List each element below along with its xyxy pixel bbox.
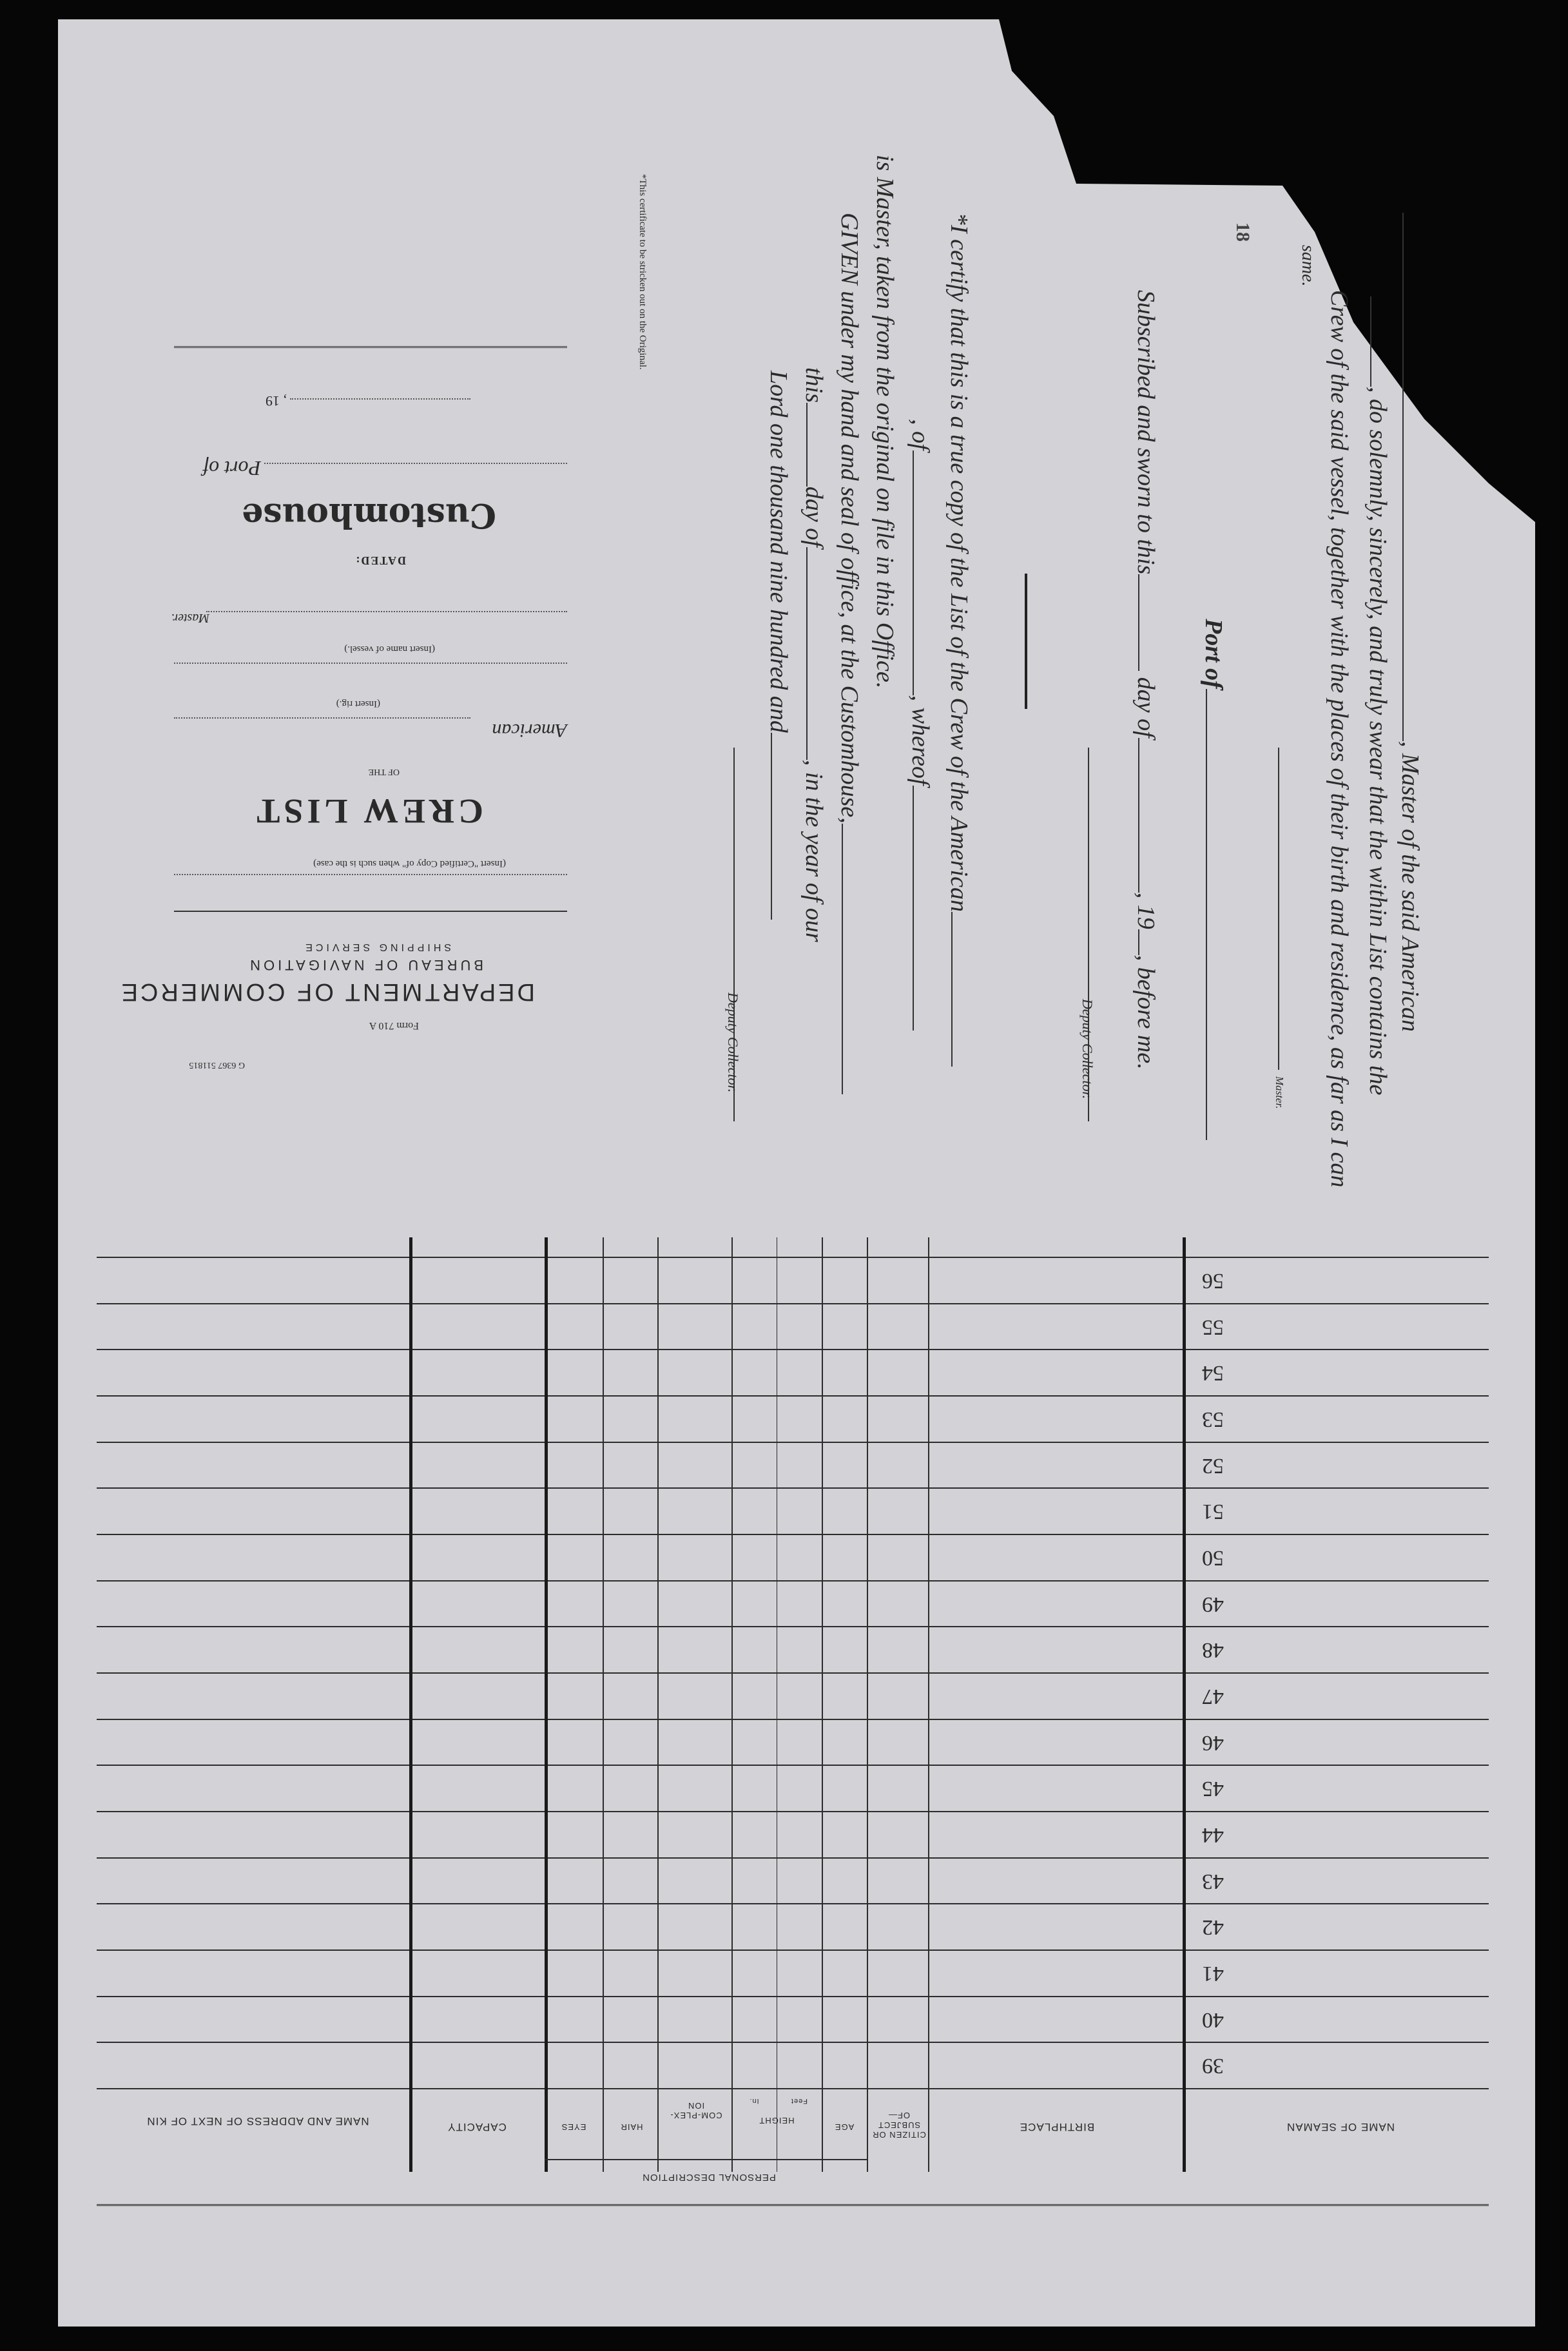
service-heading: SHIPPING SERVICE: [302, 942, 451, 953]
master-signature-line: [1278, 748, 1279, 1070]
port-of-cover-label: Port of: [203, 457, 261, 480]
table-row-line: [97, 1719, 1489, 1720]
row-number: 55: [1202, 1315, 1224, 1339]
certificate-footnote: *This certificate to be stricken out on the Original.: [637, 174, 648, 370]
table-row-line: [97, 1257, 1489, 1258]
header-eyes: EYES: [561, 2122, 586, 2132]
table-row-line: [97, 1534, 1489, 1535]
row-number: 54: [1202, 1361, 1224, 1386]
subscribed-line: Subscribed and sworn to this day of, 19, before me.: [1132, 290, 1159, 1070]
col-line-citizen-age: [867, 1237, 868, 2172]
dated-label: DATED:: [354, 554, 406, 567]
deputy-collector-label-1: Deputy Collector.: [1079, 999, 1096, 1099]
col-line-hair-eyes: [603, 1237, 604, 2172]
table-row-line: [97, 1857, 1489, 1859]
table-row-line: [97, 1811, 1489, 1812]
table-row-line: [97, 1487, 1489, 1489]
row-number: 52: [1202, 1453, 1224, 1478]
header-citizen: CITIZEN OR SUBJECT OF—: [872, 2111, 926, 2140]
department-heading: DEPARTMENT OF COMMERCE: [119, 978, 535, 1005]
crew-table: [97, 1237, 1489, 2243]
table-row-line: [97, 1395, 1489, 1397]
row-number: 46: [1202, 1730, 1224, 1755]
cover-panel: [116, 264, 580, 1076]
insert-name-note: (Insert name of vessel.): [344, 644, 435, 654]
certified-copy-dotline: [174, 874, 567, 875]
col-line-names-birthplace: [1183, 1237, 1186, 2172]
row-number: 43: [1202, 1869, 1224, 1893]
port-of-dotline: [264, 463, 567, 464]
col-line-birthplace-citizen: [928, 1237, 929, 2172]
row-number: 53: [1202, 1407, 1224, 1431]
header-name-of-seaman: NAME OF SEAMAN: [1286, 2121, 1395, 2133]
printing-code: G 6367 511815: [189, 1060, 245, 1070]
table-row-line: [97, 1949, 1489, 1951]
insert-certified-note: (Insert "Certified Copy of" when such is the case): [313, 858, 506, 869]
customhouse-title: Customhouse: [242, 496, 496, 535]
header-in: In.: [749, 2097, 759, 2105]
col-line-eyes-capacity: [545, 1237, 548, 2172]
table-row-line: [97, 1580, 1489, 1582]
table-row-line: [97, 1672, 1489, 1674]
corner-stamp: 18: [1232, 222, 1253, 242]
certified-copy-line: [174, 911, 567, 912]
vessel-name-dotline: [174, 663, 567, 664]
header-birthplace: BIRTHPLACE: [1019, 2121, 1095, 2133]
header-complexion: COM-PLEX-ION: [670, 2101, 722, 2120]
port-of-line: Port of: [1199, 619, 1228, 1140]
row-number: 39: [1202, 2054, 1224, 2078]
row-number: 45: [1202, 1777, 1224, 1801]
oath-line-4: same.: [1298, 245, 1318, 287]
oath-line-2: , do solemnly, sincerely, and truly swear that the within List contains the: [1364, 296, 1392, 1095]
of-the-label: OF THE: [368, 767, 400, 777]
header-hair: HAIR: [620, 2122, 643, 2132]
row-number: 41: [1202, 1961, 1224, 1986]
certificate-line-4: GIVEN under my hand and seal of office, at the Customhouse,: [835, 213, 864, 1094]
header-feet: Feet: [791, 2097, 808, 2105]
bureau-heading: BUREAU OF NAVIGATION: [247, 957, 483, 973]
certificate-line-6: Lord one thousand nine hundred and: [764, 371, 793, 920]
certificate-line-5: thisday of, in the year of our: [800, 367, 828, 942]
form-number: Form 710 A: [369, 1020, 419, 1031]
table-row-line: [97, 1626, 1489, 1627]
table-row-line: [97, 1996, 1489, 1997]
table-row-line: [97, 1442, 1489, 1443]
oath-line-1: , Master of the said American: [1396, 213, 1424, 1032]
header-next-of-kin: NAME AND ADDRESS OF NEXT OF KIN: [146, 2115, 369, 2127]
cover-rule-top: [174, 346, 567, 348]
personal-description-underline: [545, 2159, 867, 2160]
row-number: 47: [1202, 1684, 1224, 1708]
certificate-line-2: , of, whereof: [906, 419, 934, 1030]
insert-rig-note: (Insert rig.): [336, 699, 380, 709]
certificate-line-3: is Master, taken from the original on file in this Office.: [871, 155, 898, 689]
header-age: AGE: [834, 2122, 855, 2132]
row-number: 56: [1202, 1268, 1224, 1293]
table-row-line: [97, 1765, 1489, 1766]
deputy-collector-label-2: Deputy Collector.: [725, 992, 741, 1093]
table-bottom-rule: [97, 2204, 1489, 2206]
date-dotline: [290, 398, 470, 400]
table-row-line: [97, 1303, 1489, 1304]
table-row-line: [97, 2088, 1489, 2089]
master-label: Master.: [1273, 1076, 1286, 1109]
crew-list-title: CREW LIST: [253, 792, 483, 831]
rig-dotline: [174, 717, 470, 719]
oath-and-cover-section: [58, 19, 1535, 1218]
col-line-age-height: [822, 1237, 823, 2172]
header-capacity: CAPACITY: [447, 2121, 507, 2133]
master-dotline: [206, 611, 567, 612]
separator-bar: [1025, 574, 1027, 709]
row-number: 49: [1202, 1592, 1224, 1616]
master-cover-label: Master.: [171, 611, 209, 625]
header-personal-description: PERSONAL DESCRIPTION: [642, 2172, 776, 2183]
col-line-capacity-kin: [409, 1237, 412, 2172]
row-number: 42: [1202, 1915, 1224, 1940]
row-number: 48: [1202, 1638, 1224, 1663]
american-label: American: [492, 720, 567, 741]
col-line-complexion-hair: [657, 1237, 659, 2172]
oath-line-3: Crew of the said vessel, together with the places of their birth and residence, as far as I can: [1326, 290, 1353, 1188]
table-row-line: [97, 2042, 1489, 2043]
table-row-line: [97, 1903, 1489, 1904]
row-number: 50: [1202, 1545, 1224, 1570]
certificate-line-1: *I certify that this is a true copy of the List of the Crew of the American: [945, 213, 973, 1067]
header-height: HEIGHT: [759, 2116, 795, 2125]
row-number: 51: [1202, 1500, 1224, 1524]
row-number: 44: [1202, 1823, 1224, 1847]
year-19-label: , 19: [266, 393, 287, 409]
row-number: 40: [1202, 2008, 1224, 2032]
col-line-height-complexion: [731, 1237, 733, 2172]
table-row-line: [97, 1349, 1489, 1350]
